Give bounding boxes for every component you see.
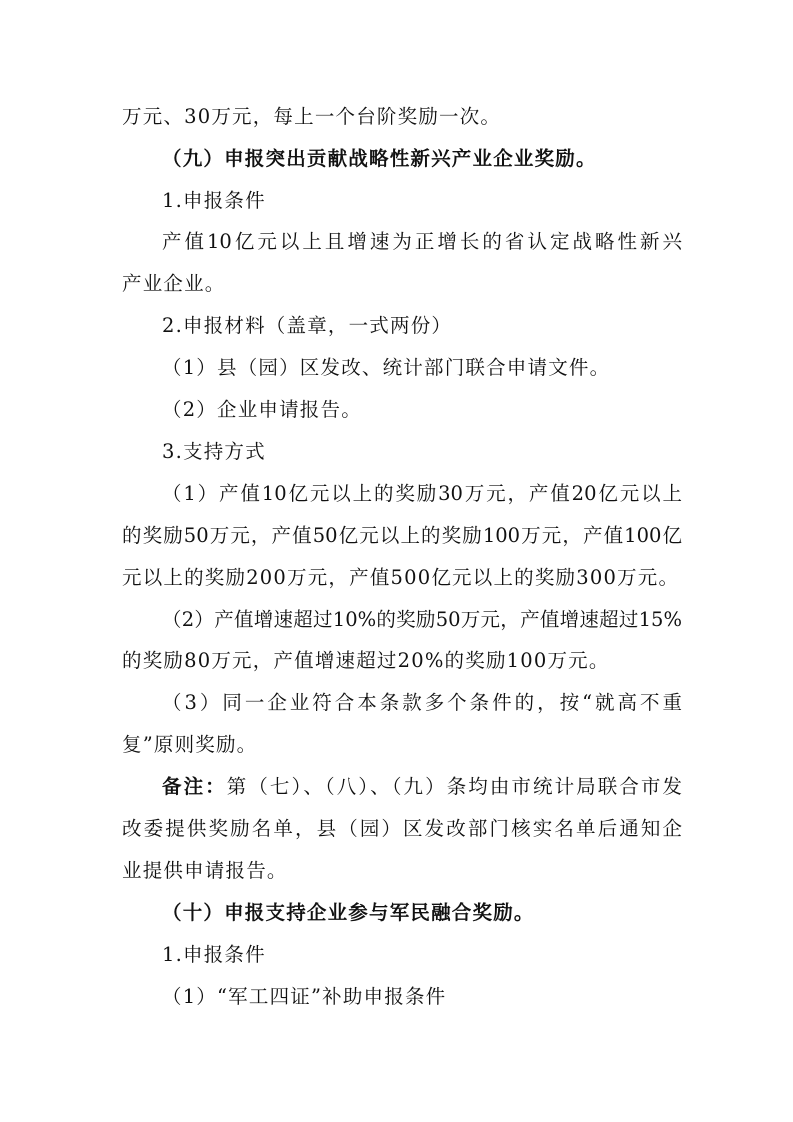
paragraph-line: 元以上的奖励200万元，产值500亿元以上的奖励300万元。 [122,566,680,589]
paragraph-line: 改委提供奖励名单，县（园）区发改部门核实名单后通知企 [122,817,682,840]
subheading: 2.申报材料（盖章，一式两份） [162,314,453,337]
note-label: 备注： [162,775,227,798]
list-item: （1）“军工四证”补助申报条件 [162,985,447,1008]
paragraph-line: 产业企业。 [122,272,226,295]
paragraph-line: 的奖励80万元，产值增速超过20%的奖励100万元。 [122,649,610,672]
paragraph-line: 复”原则奖励。 [122,733,258,756]
note-line [162,773,682,801]
subheading: 1.申报条件 [162,189,266,212]
paragraph-line: 业提供申请报告。 [122,859,288,882]
list-item: （1）县（园）区发改、统计部门联合申请文件。 [162,356,611,379]
list-item: （2）企业申请报告。 [162,398,362,421]
list-item: （2）产值增速超过10%的奖励50万元，产值增速超过15% [162,608,682,631]
paragraph-line: 万元、30万元，每上一个台阶奖励一次。 [122,105,502,128]
paragraph-line: 的奖励50万元，产值50亿元以上的奖励100万元，产值100亿 [122,524,682,547]
list-item: （3）同一企业符合本条款多个条件的，按“就高不重 [162,691,682,714]
list-item: （1）产值10亿元以上的奖励30万元，产值20亿元以上 [162,482,682,505]
section-heading: （十）申报支持企业参与军民融合奖励。 [162,901,535,924]
paragraph-line: 产值10亿元以上且增速为正增长的省认定战略性新兴 [162,230,682,253]
subheading: 1.申报条件 [162,943,266,966]
note-text: 第（七）、（八）、（九）条均由市统计局联合市发 [226,775,682,798]
subheading: 3.支持方式 [162,440,266,463]
section-heading: （九）申报突出贡献战略性新兴产业企业奖励。 [162,147,597,170]
